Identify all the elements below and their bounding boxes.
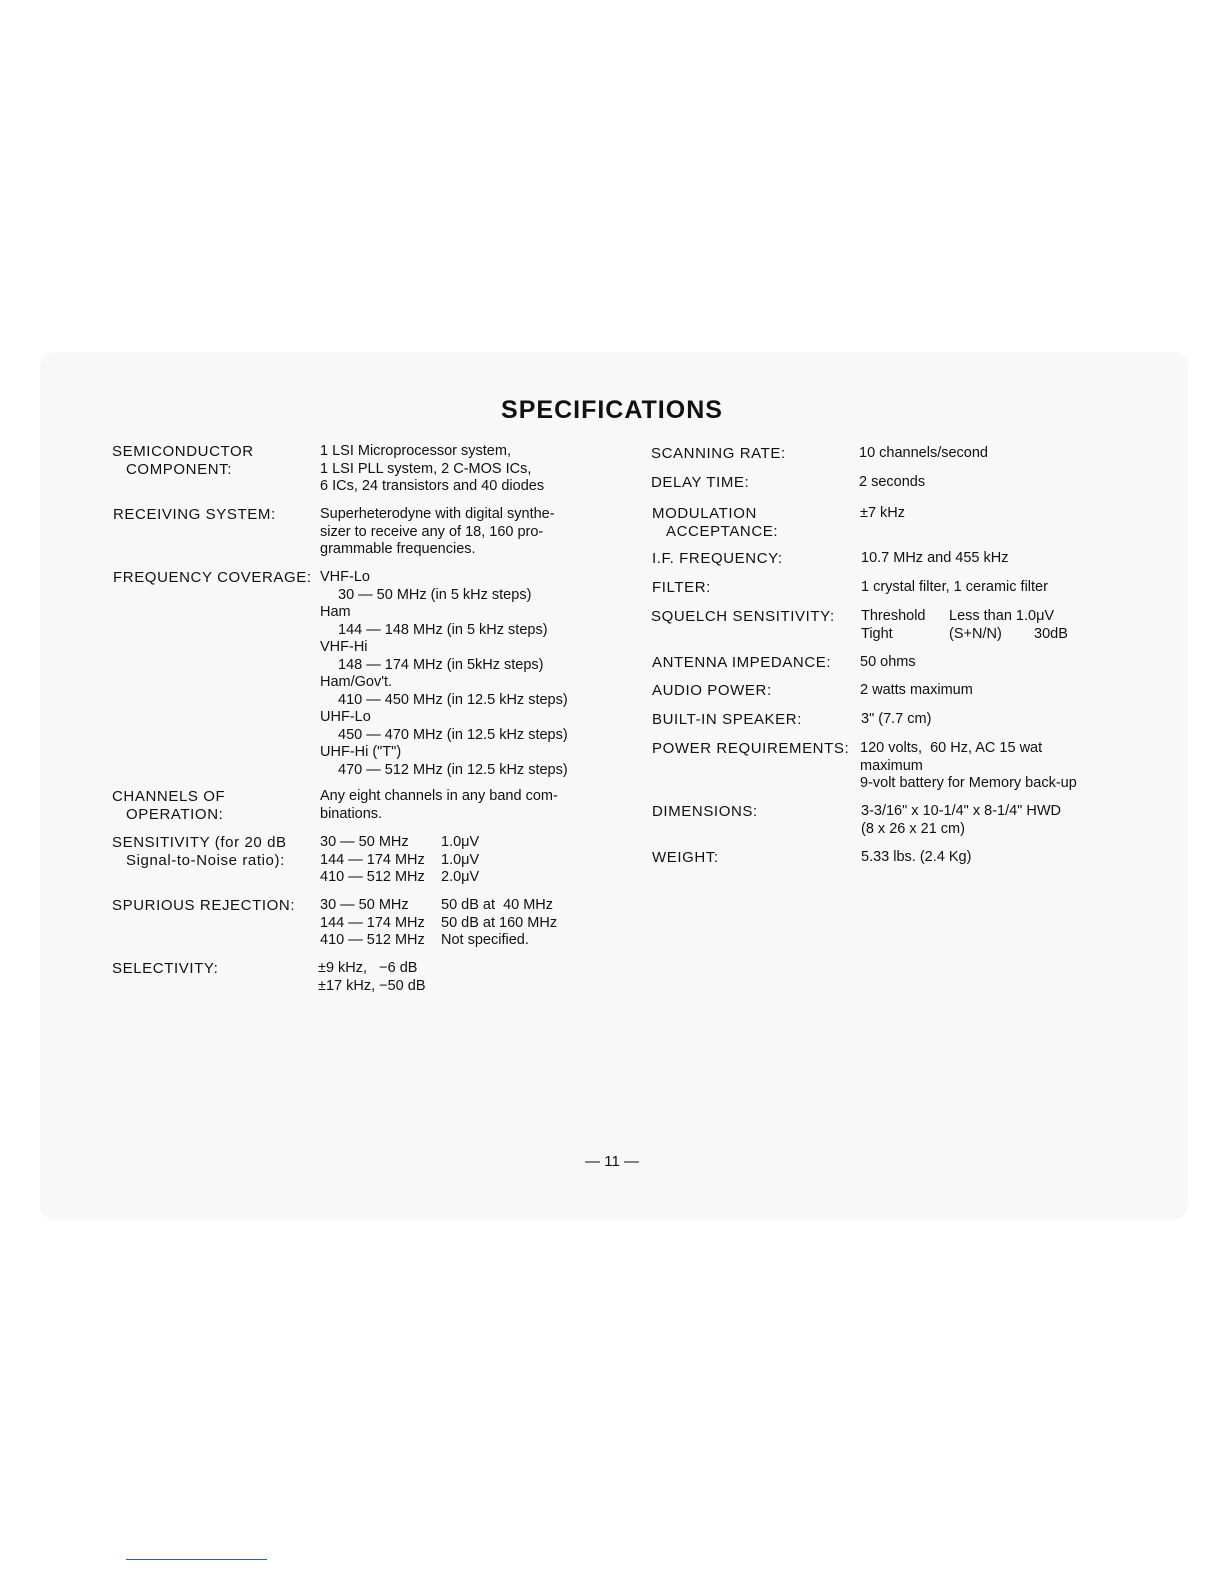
table-row: Tight (S+N/N) 30dB bbox=[861, 625, 1068, 642]
band-name: VHF-Lo bbox=[320, 569, 370, 585]
band-name: UHF-Lo bbox=[320, 709, 371, 725]
antenna-impedance-value: 50 ohms bbox=[860, 654, 916, 670]
receiving-system-label: RECEIVING SYSTEM: bbox=[113, 506, 276, 523]
dimensions-label: DIMENSIONS: bbox=[652, 803, 758, 820]
scanning-rate-label: SCANNING RATE: bbox=[651, 445, 786, 462]
speaker-value: 3" (7.7 cm) bbox=[861, 711, 932, 727]
channels-value: Any eight channels in any band com- binations. bbox=[320, 788, 558, 822]
frequency-coverage-value bbox=[320, 569, 568, 779]
squelch-table bbox=[861, 608, 1068, 643]
audio-power-value: 2 watts maximum bbox=[860, 682, 973, 698]
modulation-label: MODULATION ACCEPTANCE: bbox=[652, 505, 779, 540]
table-row: 410 — 512 MHz Not specified. bbox=[320, 932, 529, 948]
table-row: 410 — 512 MHz 2.0μV bbox=[320, 869, 480, 885]
if-frequency-value: 10.7 MHz and 455 kHz bbox=[861, 550, 1009, 566]
table-row: 30 — 50 MHz 50 dB at 40 MHz bbox=[320, 897, 554, 913]
sensitivity-table bbox=[320, 834, 479, 887]
band-name: UHF-Hi ("T") bbox=[320, 744, 402, 760]
band-range: 148 — 174 MHz (in 5kHz steps) bbox=[338, 656, 544, 673]
antenna-impedance-label: ANTENNA IMPEDANCE: bbox=[652, 654, 832, 671]
if-frequency-label: I.F. FREQUENCY: bbox=[652, 550, 783, 567]
squelch-label: SQUELCH SENSITIVITY: bbox=[651, 608, 835, 625]
band-name: VHF-Hi bbox=[320, 639, 368, 655]
band-range: 144 — 148 MHz (in 5 kHz steps) bbox=[338, 621, 548, 638]
power-requirements-label: POWER REQUIREMENTS: bbox=[652, 740, 850, 757]
selectivity-value: ±9 kHz, −6 dB ±17 kHz, −50 dB bbox=[318, 960, 426, 994]
filter-label: FILTER: bbox=[652, 579, 711, 596]
sensitivity-label: SENSITIVITY (for 20 dB Signal-to-Noise ratio): bbox=[112, 834, 287, 869]
audio-power-label: AUDIO POWER: bbox=[652, 682, 772, 699]
delay-time-value: 2 seconds bbox=[859, 474, 926, 490]
power-requirements-value: 120 volts, 60 Hz, AC 15 wat maximum 9-volt battery for Memory back-up bbox=[860, 740, 1077, 791]
footer-rule bbox=[126, 1559, 267, 1560]
weight-value: 5.33 lbs. (2.4 Kg) bbox=[861, 849, 972, 865]
band-name: Ham/Gov't. bbox=[320, 674, 393, 690]
speaker-label: BUILT-IN SPEAKER: bbox=[652, 711, 802, 728]
filter-value: 1 crystal filter, 1 ceramic filter bbox=[861, 579, 1048, 595]
band-range: 450 — 470 MHz (in 12.5 kHz steps) bbox=[338, 726, 568, 743]
band-range: 470 — 512 MHz (in 12.5 kHz steps) bbox=[338, 761, 568, 778]
table-row: 30 — 50 MHz 1.0μV bbox=[320, 834, 480, 850]
spurious-rejection-label: SPURIOUS REJECTION: bbox=[112, 897, 296, 914]
table-row: 144 — 174 MHz 1.0μV bbox=[320, 851, 480, 868]
semiconductor-label: SEMICONDUCTOR COMPONENT: bbox=[112, 443, 254, 478]
page-number: — 11 — bbox=[585, 1153, 639, 1170]
frequency-coverage-label: FREQUENCY COVERAGE: bbox=[113, 569, 312, 586]
delay-time-label: DELAY TIME: bbox=[651, 474, 750, 491]
spurious-rejection-table bbox=[320, 897, 557, 950]
weight-label: WEIGHT: bbox=[652, 849, 719, 866]
page-title: SPECIFICATIONS bbox=[501, 396, 723, 424]
band-name: Ham bbox=[320, 604, 351, 620]
modulation-value: ±7 kHz bbox=[860, 505, 906, 521]
receiving-system-value: Superheterodyne with digital synthe- sizer to receive any of 18, 160 pro- grammable frequencies. bbox=[320, 506, 555, 557]
table-row: 144 — 174 MHz 50 dB at 160 MHz bbox=[320, 914, 558, 931]
band-range: 410 — 450 MHz (in 12.5 kHz steps) bbox=[338, 691, 568, 708]
channels-label: CHANNELS OF OPERATION: bbox=[112, 788, 226, 823]
table-row: Threshold Less than 1.0μV bbox=[861, 608, 1055, 624]
scanning-rate-value: 10 channels/second bbox=[859, 445, 988, 461]
selectivity-label: SELECTIVITY: bbox=[112, 960, 219, 977]
semiconductor-value: 1 LSI Microprocessor system, 1 LSI PLL system, 2 C-MOS ICs, 6 ICs, 24 transistors and 40 diodes bbox=[320, 443, 545, 494]
dimensions-value: 3-3/16" x 10-1/4" x 8-1/4" HWD (8 x 26 x 21 cm) bbox=[861, 803, 1061, 837]
band-range: 30 — 50 MHz (in 5 kHz steps) bbox=[338, 586, 532, 603]
